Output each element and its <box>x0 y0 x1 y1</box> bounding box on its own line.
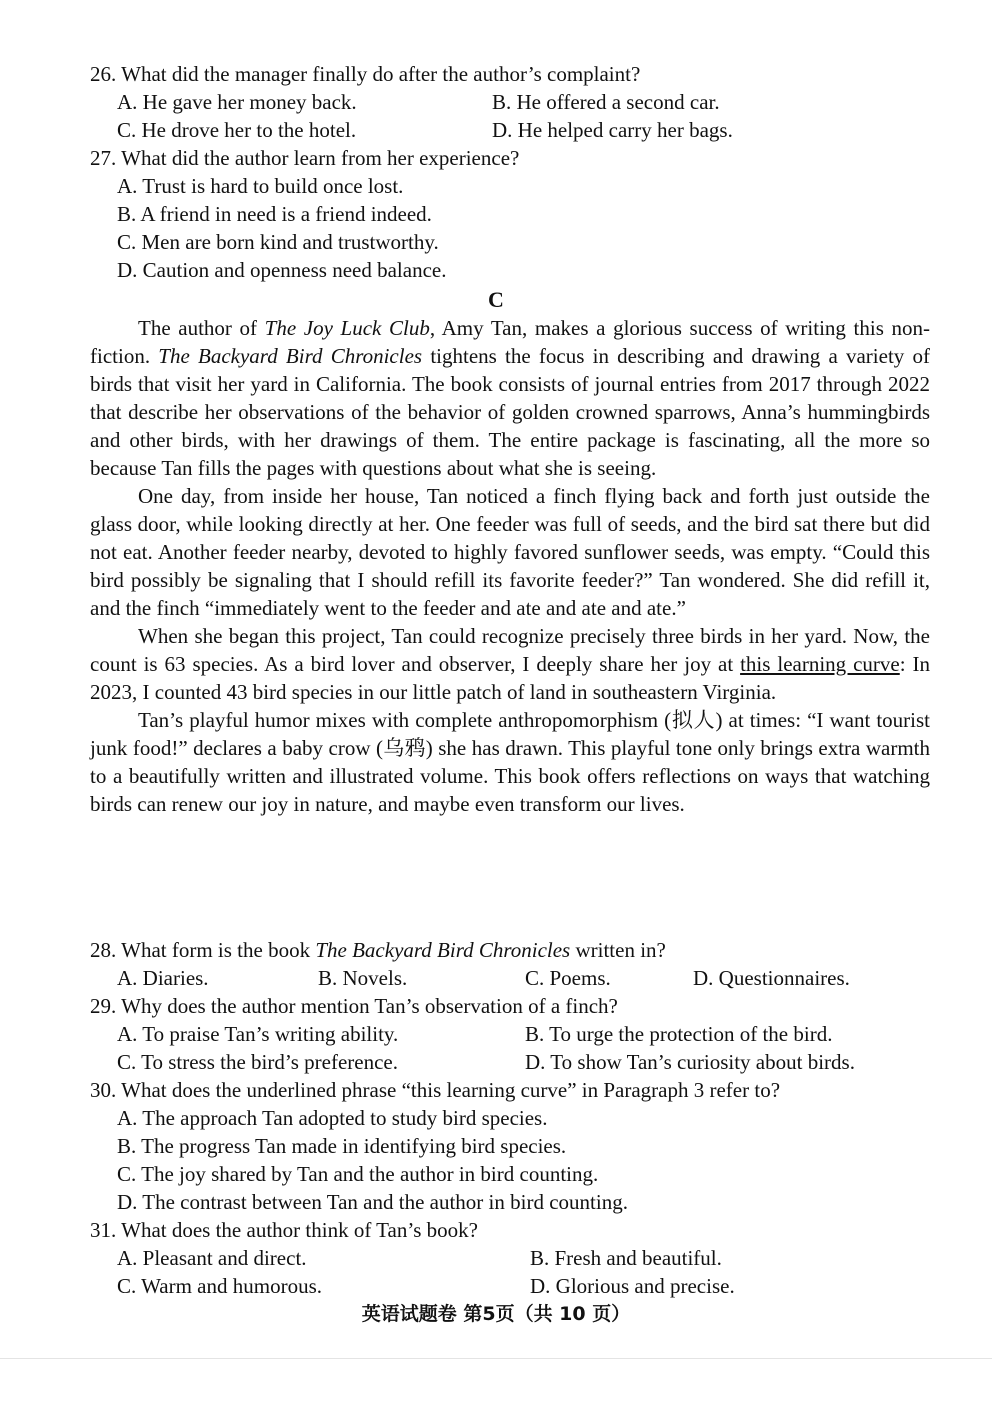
option-b: B. He offered a second car. <box>492 90 720 114</box>
option-d: D. He helped carry her bags. <box>492 118 733 142</box>
book-title: The Joy Luck Club <box>264 316 430 340</box>
question-28 <box>0 936 992 992</box>
question-stem: 27. What did the author learn from her experience? <box>90 146 520 170</box>
book-title: The Backyard Bird Chronicles <box>158 344 423 368</box>
option-c: C. Poems. <box>525 966 611 990</box>
bottom-divider <box>0 1358 992 1359</box>
question-29 <box>0 992 992 1076</box>
paragraph-2: One day, from inside her house, Tan noticed a finch flying back and forth just outside the glass door, while looking directly at her. One feeder was full of seeds, and the bird sat there but did not eat. Another feeder nearby, devoted to highly favored sunflower seeds, was empty. “Could this bird possibly be signaling that I should refill its favorite feeder?” Tan wondered. She did refill it, and the finch “immediately went to the feeder and ate and ate and ate.” <box>90 484 930 620</box>
question-27 <box>0 144 992 284</box>
option-b: B. The progress Tan made in identifying bird species. <box>117 1134 567 1158</box>
paragraph-3 <box>90 622 930 706</box>
option-a: A. He gave her money back. <box>117 90 357 114</box>
option-c: C. He drove her to the hotel. <box>117 118 357 142</box>
question-stem: 26. What did the manager finally do after the author’s complaint? <box>90 62 641 86</box>
option-c: C. To stress the bird’s preference. <box>117 1050 398 1074</box>
underlined-phrase: this learning curve <box>740 652 900 676</box>
option-d: D. Glorious and precise. <box>530 1274 735 1298</box>
option-a: A. Diaries. <box>117 966 209 990</box>
text-run: When she began this project, Tan could recognize precisely three birds in her yard. Now, the count is 63 species. As a bird lover and observer, I deeply share her joy at <box>90 624 930 676</box>
text-run: 28. What form is the book <box>90 938 316 962</box>
option-d: D. The contrast between Tan and the author in bird counting. <box>117 1190 628 1214</box>
option-b: B. A friend in need is a friend indeed. <box>117 202 432 226</box>
passage-c <box>0 284 992 818</box>
page-footer: 英语试题卷 第5页（共 10 页） <box>361 1303 631 1325</box>
text-run: The author of <box>138 316 265 340</box>
text-run: written in? <box>570 938 666 962</box>
question-stem <box>90 936 992 964</box>
book-title: The Backyard Bird Chronicles <box>315 938 571 962</box>
option-b: B. To urge the protection of the bird. <box>525 1022 833 1046</box>
text-run: , Amy Tan, makes a glorious success of writing this non-fiction. <box>90 316 931 368</box>
option-c: C. Warm and humorous. <box>117 1274 322 1298</box>
paragraph-4: Tan’s playful humor mixes with complete anthropomorphism (拟人) at times: “I want tourist junk food!” declares a baby crow (乌鸦) she has drawn. This playful tone only brings extra warmth to a beautifully written and illustrated volume. This book offers reflections on ways that watching birds can renew our joy in nature, and maybe even transform our lives. <box>90 708 930 816</box>
option-c: C. The joy shared by Tan and the author in bird counting. <box>117 1162 599 1186</box>
option-b: B. Fresh and beautiful. <box>530 1246 722 1270</box>
question-31 <box>0 1216 992 1300</box>
option-d: D. Questionnaires. <box>693 966 850 990</box>
option-d: D. Caution and openness need balance. <box>117 258 447 282</box>
question-stem: 30. What does the underlined phrase “this learning curve” in Paragraph 3 refer to? <box>90 1078 781 1102</box>
option-a: A. Trust is hard to build once lost. <box>117 174 404 198</box>
question-stem: 29. Why does the author mention Tan’s observation of a finch? <box>90 994 618 1018</box>
question-26 <box>0 60 992 144</box>
option-a: A. Pleasant and direct. <box>117 1246 307 1270</box>
option-d: D. To show Tan’s curiosity about birds. <box>525 1050 855 1074</box>
text-run: : In 2023, I counted 43 bird species in our little patch of land in southeastern Virginia. <box>90 652 931 704</box>
question-30 <box>0 1076 992 1216</box>
text-run: tightens the focus in describing and drawing a variety of birds that visit her yard in California. The book consists of journal entries from 2017 through 2022 that describe her observations of the behavior of golden crowned sparrows, Anna’s hummingbirds and other birds, with her drawings of them. The entire package is fascinating, all the more so because Tan fills the pages with questions about what she is seeing. <box>90 344 931 480</box>
option-b: B. Novels. <box>318 966 408 990</box>
option-a: A. The approach Tan adopted to study bird species. <box>117 1106 548 1130</box>
question-stem: 31. What does the author think of Tan’s book? <box>90 1218 478 1242</box>
section-title: C <box>488 287 504 312</box>
option-a: A. To praise Tan’s writing ability. <box>117 1022 399 1046</box>
option-c: C. Men are born kind and trustworthy. <box>117 230 439 254</box>
paragraph-1 <box>90 314 930 482</box>
